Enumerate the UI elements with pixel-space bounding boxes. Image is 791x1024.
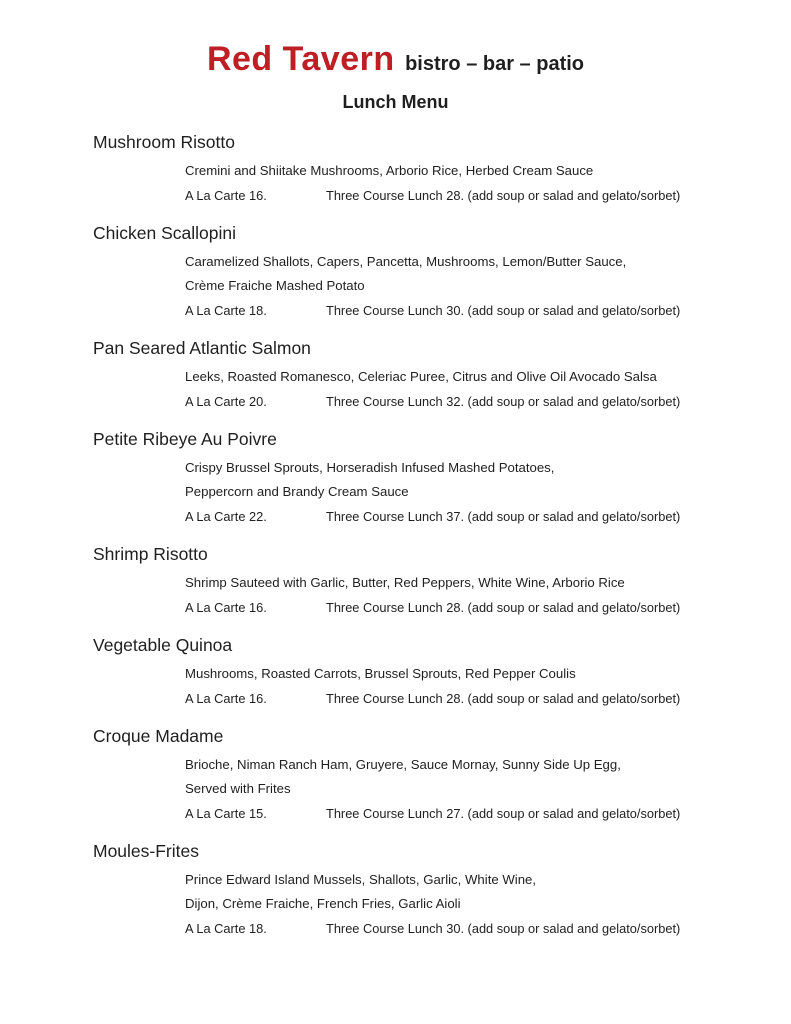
dish-description xyxy=(185,662,731,686)
dish-description-line: Brioche, Niman Ranch Ham, Gruyere, Sauce Mornay, Sunny Side Up Egg, xyxy=(185,757,621,772)
dish-name: Pan Seared Atlantic Salmon xyxy=(93,338,311,358)
dish-description xyxy=(185,456,731,504)
menu-title: Lunch Menu xyxy=(342,92,449,112)
three-course-price: Three Course Lunch 37. (add soup or salad and gelato/sorbet) xyxy=(326,509,681,524)
dish-name: Shrimp Risotto xyxy=(93,544,208,564)
menu-item xyxy=(93,223,731,319)
three-course-price: Three Course Lunch 30. (add soup or salad and gelato/sorbet) xyxy=(326,303,681,318)
a-la-carte-price: A La Carte 18. xyxy=(185,303,267,318)
three-course-price: Three Course Lunch 32. (add soup or salad and gelato/sorbet) xyxy=(326,394,681,409)
dish-name: Chicken Scallopini xyxy=(93,223,236,243)
price-row xyxy=(185,508,731,525)
menu-item xyxy=(93,544,731,616)
restaurant-name: Red Tavern xyxy=(206,40,395,78)
price-row xyxy=(185,187,731,204)
dish-description-line: Served with Frites xyxy=(185,781,291,796)
a-la-carte-price: A La Carte 16. xyxy=(185,600,267,615)
menu-item xyxy=(93,338,731,410)
dish-name: Vegetable Quinoa xyxy=(93,635,233,655)
dish-description-line: Shrimp Sauteed with Garlic, Butter, Red Peppers, White Wine, Arborio Rice xyxy=(185,575,625,590)
menu-item xyxy=(93,841,731,937)
dish-description xyxy=(185,159,731,183)
a-la-carte-price: A La Carte 15. xyxy=(185,806,267,821)
price-row xyxy=(185,302,731,319)
restaurant-tagline: bistro – bar – patio xyxy=(405,53,585,75)
menu-item xyxy=(93,726,731,822)
dish-description-line: Crispy Brussel Sprouts, Horseradish Infused Mashed Potatoes, xyxy=(185,460,555,475)
dish-description-line: Dijon, Crème Fraiche, French Fries, Garlic Aioli xyxy=(185,896,461,911)
dish-description-line: Crème Fraiche Mashed Potato xyxy=(185,278,365,293)
dish-name: Croque Madame xyxy=(93,726,224,746)
dish-name: Mushroom Risotto xyxy=(93,132,235,152)
a-la-carte-price: A La Carte 18. xyxy=(185,921,267,936)
three-course-price: Three Course Lunch 28. (add soup or salad and gelato/sorbet) xyxy=(326,600,681,615)
menu-item xyxy=(93,132,731,204)
three-course-price: Three Course Lunch 28. (add soup or salad and gelato/sorbet) xyxy=(326,691,681,706)
dish-description-line: Peppercorn and Brandy Cream Sauce xyxy=(185,484,409,499)
three-course-price: Three Course Lunch 28. (add soup or salad and gelato/sorbet) xyxy=(326,188,681,203)
menu-item xyxy=(93,635,731,707)
a-la-carte-price: A La Carte 16. xyxy=(185,188,267,203)
price-row xyxy=(185,805,731,822)
a-la-carte-price: A La Carte 22. xyxy=(185,509,267,524)
dish-description xyxy=(185,753,731,801)
dish-description-line: Cremini and Shiitake Mushrooms, Arborio Rice, Herbed Cream Sauce xyxy=(185,163,594,178)
menu-item xyxy=(93,429,731,525)
dish-description xyxy=(185,365,731,389)
price-row xyxy=(185,920,731,937)
dish-name: Petite Ribeye Au Poivre xyxy=(93,429,277,449)
menu-items xyxy=(0,132,791,937)
a-la-carte-price: A La Carte 20. xyxy=(185,394,267,409)
dish-description-line: Mushrooms, Roasted Carrots, Brussel Sprouts, Red Pepper Coulis xyxy=(185,666,576,681)
three-course-price: Three Course Lunch 27. (add soup or salad and gelato/sorbet) xyxy=(326,806,681,821)
dish-description-line: Caramelized Shallots, Capers, Pancetta, Mushrooms, Lemon/Butter Sauce, xyxy=(185,254,627,269)
dish-description-line: Prince Edward Island Mussels, Shallots, Garlic, White Wine, xyxy=(185,872,537,887)
dish-description-line: Leeks, Roasted Romanesco, Celeriac Puree, Citrus and Olive Oil Avocado Salsa xyxy=(185,369,657,384)
a-la-carte-price: A La Carte 16. xyxy=(185,691,267,706)
price-row xyxy=(185,599,731,616)
dish-description xyxy=(185,571,731,595)
dish-description xyxy=(185,250,731,298)
three-course-price: Three Course Lunch 30. (add soup or salad and gelato/sorbet) xyxy=(326,921,681,936)
dish-description xyxy=(185,868,731,916)
dish-name: Moules-Frites xyxy=(93,841,199,861)
menu-header xyxy=(0,42,791,76)
price-row xyxy=(185,393,731,410)
price-row xyxy=(185,690,731,707)
